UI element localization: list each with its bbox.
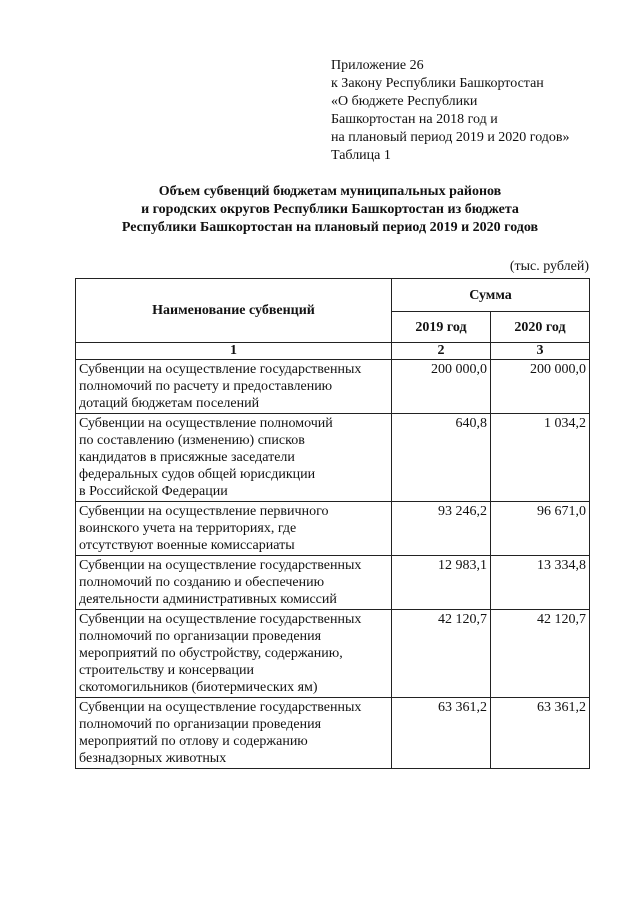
name-line: Субвенции на осуществление государственных: [79, 362, 362, 377]
table-row: [76, 360, 590, 414]
table-row: [76, 502, 590, 556]
header-name: Наименование субвенций: [76, 279, 392, 343]
title-line: и городских округов Республики Башкортостан из бюджета: [141, 202, 519, 217]
subventions-table: [75, 278, 590, 769]
column-number-row: [76, 343, 590, 360]
value-2020: 13 334,8: [491, 556, 590, 610]
appendix-line: Таблица 1: [331, 148, 391, 163]
appendix-line: «О бюджете Республики: [331, 94, 478, 109]
appendix-header: [331, 57, 631, 165]
name-line: кандидатов в присяжные заседатели: [79, 450, 295, 465]
name-line: отсутствуют военные комиссариаты: [79, 538, 295, 553]
header-year-2020: 2020 год: [491, 312, 590, 343]
header-year-2019: 2019 год: [392, 312, 491, 343]
name-line: Субвенции на осуществление государственных: [79, 700, 362, 715]
value-2019: 12 983,1: [392, 556, 491, 610]
name-line: полномочий по расчету и предоставлению: [79, 379, 333, 394]
table-row: [76, 610, 590, 698]
name-line: Субвенции на осуществление государственных: [79, 612, 362, 627]
table-row: [76, 698, 590, 769]
subvention-name: [76, 360, 392, 414]
column-number: 3: [491, 343, 590, 360]
value-2020: 96 671,0: [491, 502, 590, 556]
document-title: [60, 183, 600, 237]
name-line: безнадзорных животных: [79, 751, 227, 766]
title-line: Объем субвенций бюджетам муниципальных районов: [158, 184, 502, 199]
name-line: скотомогильников (биотермических ям): [79, 680, 318, 695]
name-line: полномочий по организации проведения: [79, 629, 322, 644]
name-line: полномочий по созданию и обеспечению: [79, 575, 325, 590]
value-2019: 42 120,7: [392, 610, 491, 698]
value-2020: 42 120,7: [491, 610, 590, 698]
name-line: дотаций бюджетам поселений: [79, 396, 260, 411]
name-line: Субвенции на осуществление государственных: [79, 558, 362, 573]
subvention-name: [76, 414, 392, 502]
value-2019: 200 000,0: [392, 360, 491, 414]
value-2020: 1 034,2: [491, 414, 590, 502]
column-number: 2: [392, 343, 491, 360]
subvention-name: [76, 556, 392, 610]
name-line: в Российской Федерации: [79, 484, 228, 499]
name-line: Субвенции на осуществление первичного: [79, 504, 329, 519]
value-2020: 200 000,0: [491, 360, 590, 414]
units-label: (тыс. рублей): [509, 259, 589, 274]
subvention-name: [76, 698, 392, 769]
name-line: деятельности административных комиссий: [79, 592, 337, 607]
header-sum: Сумма: [392, 279, 590, 312]
name-line: федеральных судов общей юрисдикции: [79, 467, 316, 482]
name-line: полномочий по организации проведения: [79, 717, 322, 732]
title-line: Республики Башкортостан на плановый период 2019 и 2020 годов: [121, 220, 539, 235]
name-line: мероприятий по отлову и содержанию: [79, 734, 308, 749]
value-2019: 93 246,2: [392, 502, 491, 556]
table-row: [76, 556, 590, 610]
appendix-line: к Закону Республики Башкортостан: [331, 76, 544, 91]
value-2019: 640,8: [392, 414, 491, 502]
appendix-line: на плановый период 2019 и 2020 годов»: [331, 130, 570, 145]
subvention-name: [76, 502, 392, 556]
name-line: по составлению (изменению) списков: [79, 433, 305, 448]
appendix-line: Приложение 26: [331, 58, 424, 73]
name-line: строительству и консервации: [79, 663, 254, 678]
table-row: [76, 414, 590, 502]
name-line: воинского учета на территориях, где: [79, 521, 297, 536]
appendix-line: Башкортостан на 2018 год и: [331, 112, 498, 127]
column-number: 1: [76, 343, 392, 360]
subvention-name: [76, 610, 392, 698]
value-2020: 63 361,2: [491, 698, 590, 769]
name-line: мероприятий по обустройству, содержанию,: [79, 646, 343, 661]
value-2019: 63 361,2: [392, 698, 491, 769]
name-line: Субвенции на осуществление полномочий: [79, 416, 333, 431]
